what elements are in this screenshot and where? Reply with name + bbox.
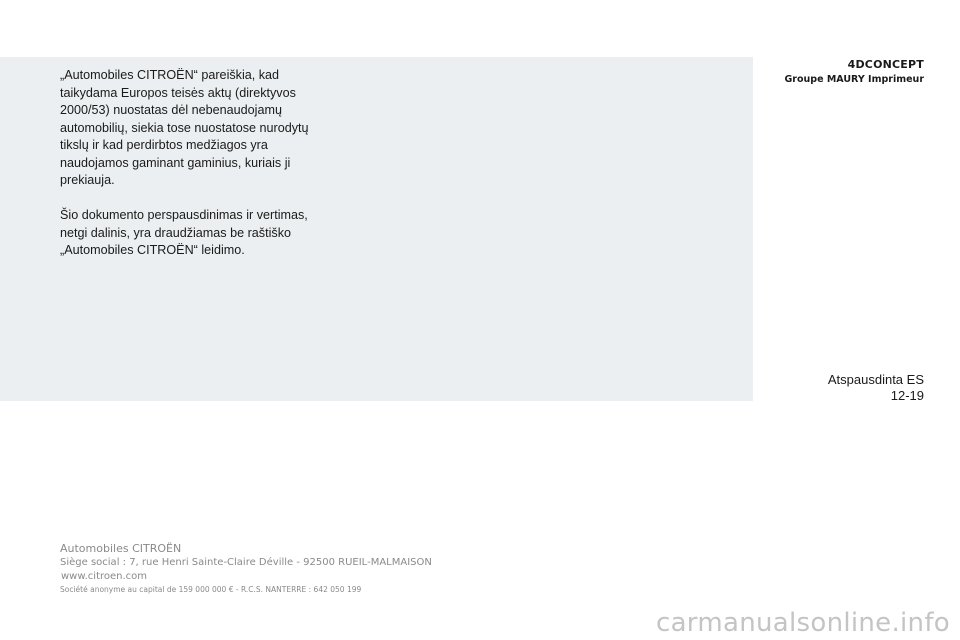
- notice-paragraph-copyright: Šio dokumento perspausdinimas ir vertimas, netgi dalinis, yra draudžiamas be raštiško „Automobiles CITROËN“ leidimo.: [60, 208, 308, 257]
- print-info: [828, 372, 924, 404]
- printer-credit: [785, 57, 925, 87]
- printer-name: 4DCONCEPT: [847, 58, 924, 71]
- footer-legal-info: Société anonyme au capital de 159 000 000 € - R.C.S. NANTERRE : 642 050 199: [60, 585, 362, 594]
- printed-date: 12-19: [890, 388, 924, 403]
- recycling-notice: [60, 67, 320, 277]
- footer-website[interactable]: www.citroen.com: [61, 571, 148, 582]
- footer-address: Siège social : 7, rue Henri Sainte-Claire Déville - 92500 RUEIL-MALMAISON: [60, 557, 432, 568]
- notice-paragraph-recycling: „Automobiles CITROËN“ pareiškia, kad taikydama Europos teisės aktų (direktyvos 2000/53) nuostatas dėl nebenaudojamų automobilių, siekia tose nuostatose nurodytų tikslų ir kad perdirbtos medžiagos yra naudojamos gaminant gaminius, kuriais ji prekiauja.: [60, 68, 309, 187]
- printed-label: Atspausdinta ES: [827, 372, 924, 387]
- watermark-text: carmanualsonline.info: [655, 608, 950, 638]
- footer-company-name: Automobiles CITROËN: [60, 542, 182, 555]
- printer-subtitle: Groupe MAURY Imprimeur: [784, 74, 924, 85]
- company-footer: [60, 541, 432, 596]
